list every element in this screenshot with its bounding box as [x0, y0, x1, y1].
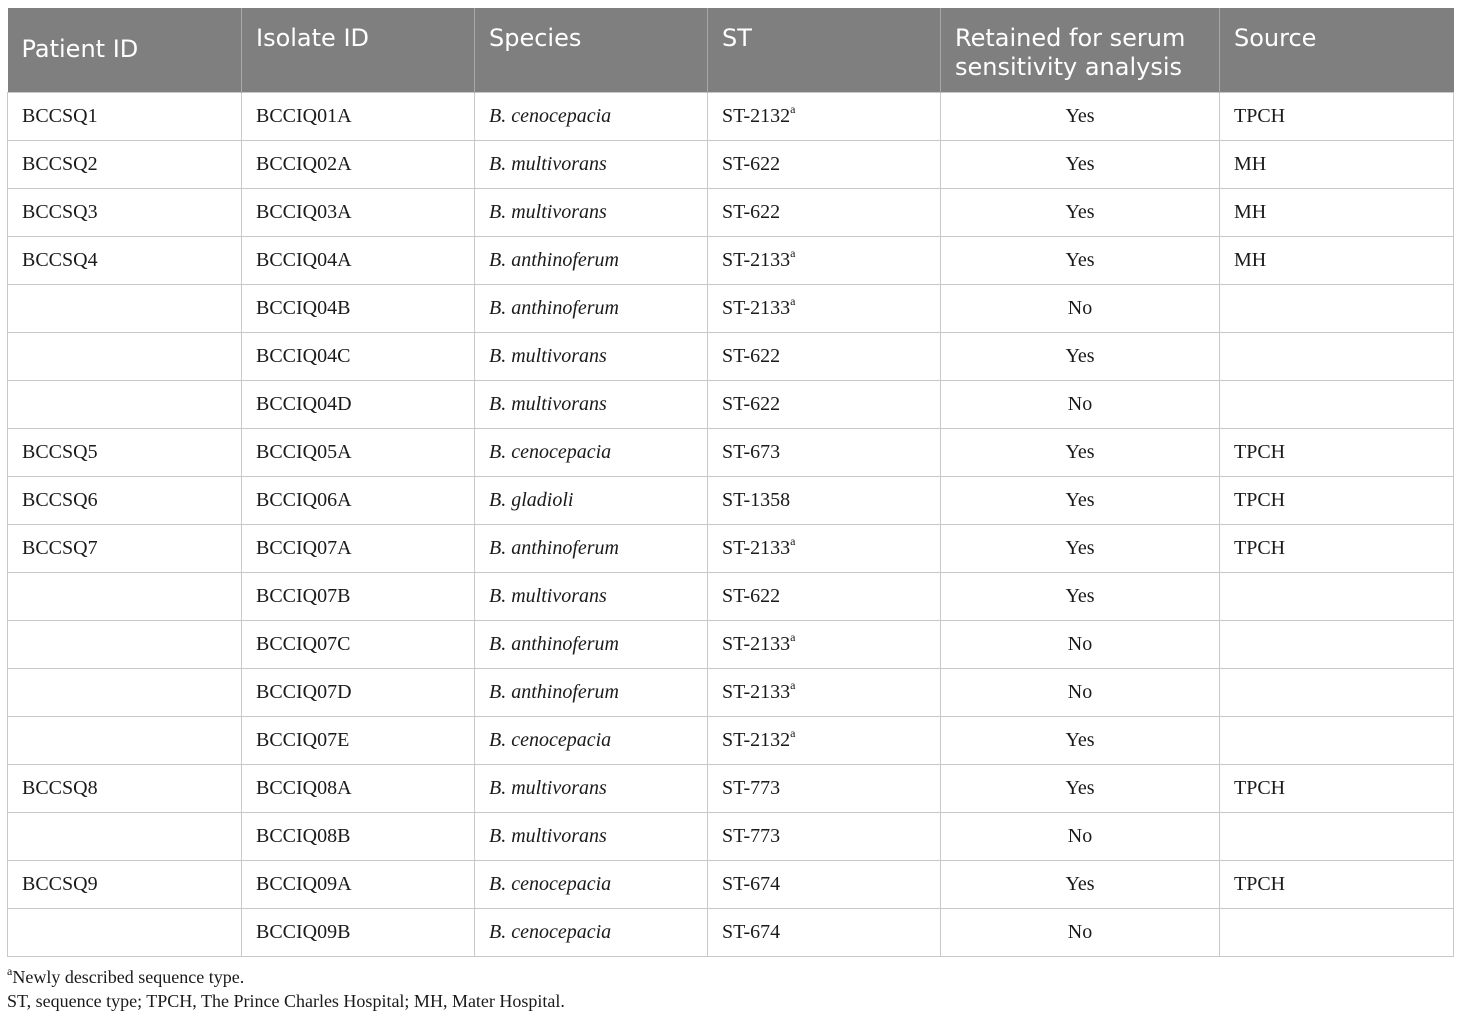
cell-patient-id	[8, 813, 242, 861]
table-row	[8, 429, 1454, 477]
cell-retained: Yes	[941, 765, 1220, 813]
species-name: B. cenocepacia	[489, 105, 612, 127]
cell-species	[475, 573, 708, 621]
cell-retained: Yes	[941, 141, 1220, 189]
cell-st	[708, 717, 941, 765]
isolate-table-container	[7, 8, 1453, 957]
st-value: ST-622	[722, 153, 781, 175]
cell-st	[708, 429, 941, 477]
table-row	[8, 189, 1454, 237]
cell-isolate-id: BCCIQ07D	[242, 669, 475, 717]
cell-species	[475, 333, 708, 381]
cell-source: TPCH	[1220, 765, 1454, 813]
cell-source	[1220, 909, 1454, 957]
st-footnote-marker: a	[790, 534, 796, 549]
st-footnote-marker: a	[790, 246, 796, 261]
cell-species	[475, 525, 708, 573]
cell-isolate-id: BCCIQ03A	[242, 189, 475, 237]
cell-species	[475, 669, 708, 717]
cell-patient-id: BCCSQ1	[8, 93, 242, 141]
table-body	[8, 93, 1454, 957]
cell-isolate-id: BCCIQ05A	[242, 429, 475, 477]
table-row	[8, 813, 1454, 861]
st-footnote-marker: a	[790, 102, 796, 117]
table-row	[8, 525, 1454, 573]
cell-isolate-id: BCCIQ07C	[242, 621, 475, 669]
cell-source	[1220, 333, 1454, 381]
species-name: B. gladioli	[489, 489, 574, 511]
cell-species	[475, 189, 708, 237]
cell-source	[1220, 381, 1454, 429]
cell-species	[475, 93, 708, 141]
cell-retained: Yes	[941, 93, 1220, 141]
cell-retained: Yes	[941, 189, 1220, 237]
species-name: B. anthinoferum	[489, 537, 619, 559]
st-value: ST-622	[722, 201, 781, 223]
footnote-a	[7, 965, 1453, 989]
st-value: ST-674	[722, 873, 781, 895]
cell-patient-id: BCCSQ8	[8, 765, 242, 813]
cell-st	[708, 93, 941, 141]
st-value: ST-622	[722, 345, 781, 367]
cell-isolate-id: BCCIQ07A	[242, 525, 475, 573]
species-name: B. anthinoferum	[489, 249, 619, 271]
cell-species	[475, 381, 708, 429]
st-value: ST-622	[722, 585, 781, 607]
cell-retained: No	[941, 285, 1220, 333]
species-name: B. anthinoferum	[489, 681, 619, 703]
cell-st	[708, 141, 941, 189]
st-value: ST-674	[722, 921, 781, 943]
isolate-table	[7, 8, 1454, 957]
species-name: B. multivorans	[489, 153, 607, 175]
cell-source: MH	[1220, 237, 1454, 285]
cell-patient-id: BCCSQ9	[8, 861, 242, 909]
st-footnote-marker: a	[790, 678, 796, 693]
cell-st	[708, 909, 941, 957]
cell-st	[708, 285, 941, 333]
cell-st	[708, 333, 941, 381]
table-row	[8, 717, 1454, 765]
table-row	[8, 285, 1454, 333]
cell-patient-id	[8, 669, 242, 717]
table-row	[8, 237, 1454, 285]
table-row	[8, 909, 1454, 957]
st-footnote-marker: a	[790, 294, 796, 309]
st-value: ST-773	[722, 825, 781, 847]
table-row	[8, 573, 1454, 621]
header-retained: Retained for serum sensitivity analysis	[941, 8, 1220, 93]
table-row	[8, 765, 1454, 813]
cell-isolate-id: BCCIQ08A	[242, 765, 475, 813]
cell-retained: No	[941, 813, 1220, 861]
cell-source	[1220, 285, 1454, 333]
cell-source: TPCH	[1220, 861, 1454, 909]
cell-patient-id: BCCSQ4	[8, 237, 242, 285]
table-footnotes	[7, 965, 1453, 1013]
cell-st	[708, 813, 941, 861]
st-value: ST-2133	[722, 537, 791, 559]
species-name: B. multivorans	[489, 825, 607, 847]
species-name: B. multivorans	[489, 585, 607, 607]
cell-retained: Yes	[941, 573, 1220, 621]
cell-st	[708, 525, 941, 573]
cell-species	[475, 141, 708, 189]
cell-retained: Yes	[941, 429, 1220, 477]
cell-patient-id: BCCSQ6	[8, 477, 242, 525]
cell-species	[475, 429, 708, 477]
species-name: B. multivorans	[489, 393, 607, 415]
st-value: ST-773	[722, 777, 781, 799]
st-value: ST-2133	[722, 633, 791, 655]
table-row	[8, 381, 1454, 429]
cell-patient-id: BCCSQ5	[8, 429, 242, 477]
table-row	[8, 669, 1454, 717]
st-value: ST-2133	[722, 249, 791, 271]
footnote-a-text: Newly described sequence type.	[12, 967, 245, 987]
cell-source	[1220, 573, 1454, 621]
cell-st	[708, 765, 941, 813]
cell-species	[475, 861, 708, 909]
header-patient-id: Patient ID	[8, 8, 242, 93]
cell-retained: No	[941, 621, 1220, 669]
cell-species	[475, 621, 708, 669]
cell-isolate-id: BCCIQ07E	[242, 717, 475, 765]
cell-isolate-id: BCCIQ04B	[242, 285, 475, 333]
header-isolate-id: Isolate ID	[242, 8, 475, 93]
cell-species	[475, 813, 708, 861]
cell-species	[475, 237, 708, 285]
st-footnote-marker: a	[790, 630, 796, 645]
cell-retained: No	[941, 381, 1220, 429]
cell-source	[1220, 669, 1454, 717]
st-value: ST-673	[722, 441, 781, 463]
cell-isolate-id: BCCIQ07B	[242, 573, 475, 621]
species-name: B. cenocepacia	[489, 873, 612, 895]
cell-isolate-id: BCCIQ02A	[242, 141, 475, 189]
cell-source: TPCH	[1220, 93, 1454, 141]
cell-retained: No	[941, 669, 1220, 717]
table-row	[8, 861, 1454, 909]
header-species: Species	[475, 8, 708, 93]
st-value: ST-2133	[722, 681, 791, 703]
table-row	[8, 333, 1454, 381]
cell-source: TPCH	[1220, 477, 1454, 525]
cell-patient-id	[8, 909, 242, 957]
species-name: B. cenocepacia	[489, 729, 612, 751]
cell-species	[475, 477, 708, 525]
cell-retained: Yes	[941, 477, 1220, 525]
cell-st	[708, 573, 941, 621]
cell-st	[708, 381, 941, 429]
species-name: B. multivorans	[489, 201, 607, 223]
cell-patient-id	[8, 621, 242, 669]
cell-retained: Yes	[941, 525, 1220, 573]
cell-source: TPCH	[1220, 525, 1454, 573]
cell-retained: Yes	[941, 861, 1220, 909]
species-name: B. cenocepacia	[489, 921, 612, 943]
cell-source: MH	[1220, 141, 1454, 189]
st-value: ST-2132	[722, 729, 791, 751]
st-value: ST-622	[722, 393, 781, 415]
species-name: B. multivorans	[489, 777, 607, 799]
cell-source	[1220, 717, 1454, 765]
cell-patient-id	[8, 333, 242, 381]
cell-st	[708, 669, 941, 717]
species-name: B. anthinoferum	[489, 633, 619, 655]
species-name: B. multivorans	[489, 345, 607, 367]
cell-retained: Yes	[941, 333, 1220, 381]
cell-patient-id: BCCSQ7	[8, 525, 242, 573]
cell-source	[1220, 621, 1454, 669]
st-value: ST-2132	[722, 105, 791, 127]
cell-st	[708, 621, 941, 669]
table-header-row	[8, 8, 1454, 93]
cell-isolate-id: BCCIQ09B	[242, 909, 475, 957]
cell-st	[708, 477, 941, 525]
cell-isolate-id: BCCIQ04D	[242, 381, 475, 429]
st-value: ST-1358	[722, 489, 791, 511]
cell-st	[708, 861, 941, 909]
table-row	[8, 93, 1454, 141]
st-value: ST-2133	[722, 297, 791, 319]
table-row	[8, 141, 1454, 189]
cell-isolate-id: BCCIQ04A	[242, 237, 475, 285]
cell-source: TPCH	[1220, 429, 1454, 477]
cell-patient-id: BCCSQ2	[8, 141, 242, 189]
cell-isolate-id: BCCIQ09A	[242, 861, 475, 909]
cell-retained: Yes	[941, 237, 1220, 285]
table-row	[8, 621, 1454, 669]
cell-species	[475, 285, 708, 333]
cell-retained: No	[941, 909, 1220, 957]
cell-isolate-id: BCCIQ04C	[242, 333, 475, 381]
header-source: Source	[1220, 8, 1454, 93]
cell-st	[708, 189, 941, 237]
cell-isolate-id: BCCIQ06A	[242, 477, 475, 525]
st-footnote-marker: a	[790, 726, 796, 741]
species-name: B. anthinoferum	[489, 297, 619, 319]
cell-isolate-id: BCCIQ08B	[242, 813, 475, 861]
cell-patient-id	[8, 573, 242, 621]
cell-species	[475, 765, 708, 813]
cell-source: MH	[1220, 189, 1454, 237]
cell-patient-id: BCCSQ3	[8, 189, 242, 237]
table-row	[8, 477, 1454, 525]
cell-patient-id	[8, 381, 242, 429]
footnote-a-marker: a	[7, 964, 13, 978]
cell-retained: Yes	[941, 717, 1220, 765]
cell-source	[1220, 813, 1454, 861]
cell-species	[475, 717, 708, 765]
species-name: B. cenocepacia	[489, 441, 612, 463]
header-st: ST	[708, 8, 941, 93]
cell-isolate-id: BCCIQ01A	[242, 93, 475, 141]
cell-st	[708, 237, 941, 285]
cell-patient-id	[8, 285, 242, 333]
cell-patient-id	[8, 717, 242, 765]
cell-species	[475, 909, 708, 957]
footnote-abbreviations: ST, sequence type; TPCH, The Prince Charles Hospital; MH, Mater Hospital.	[7, 991, 565, 1011]
